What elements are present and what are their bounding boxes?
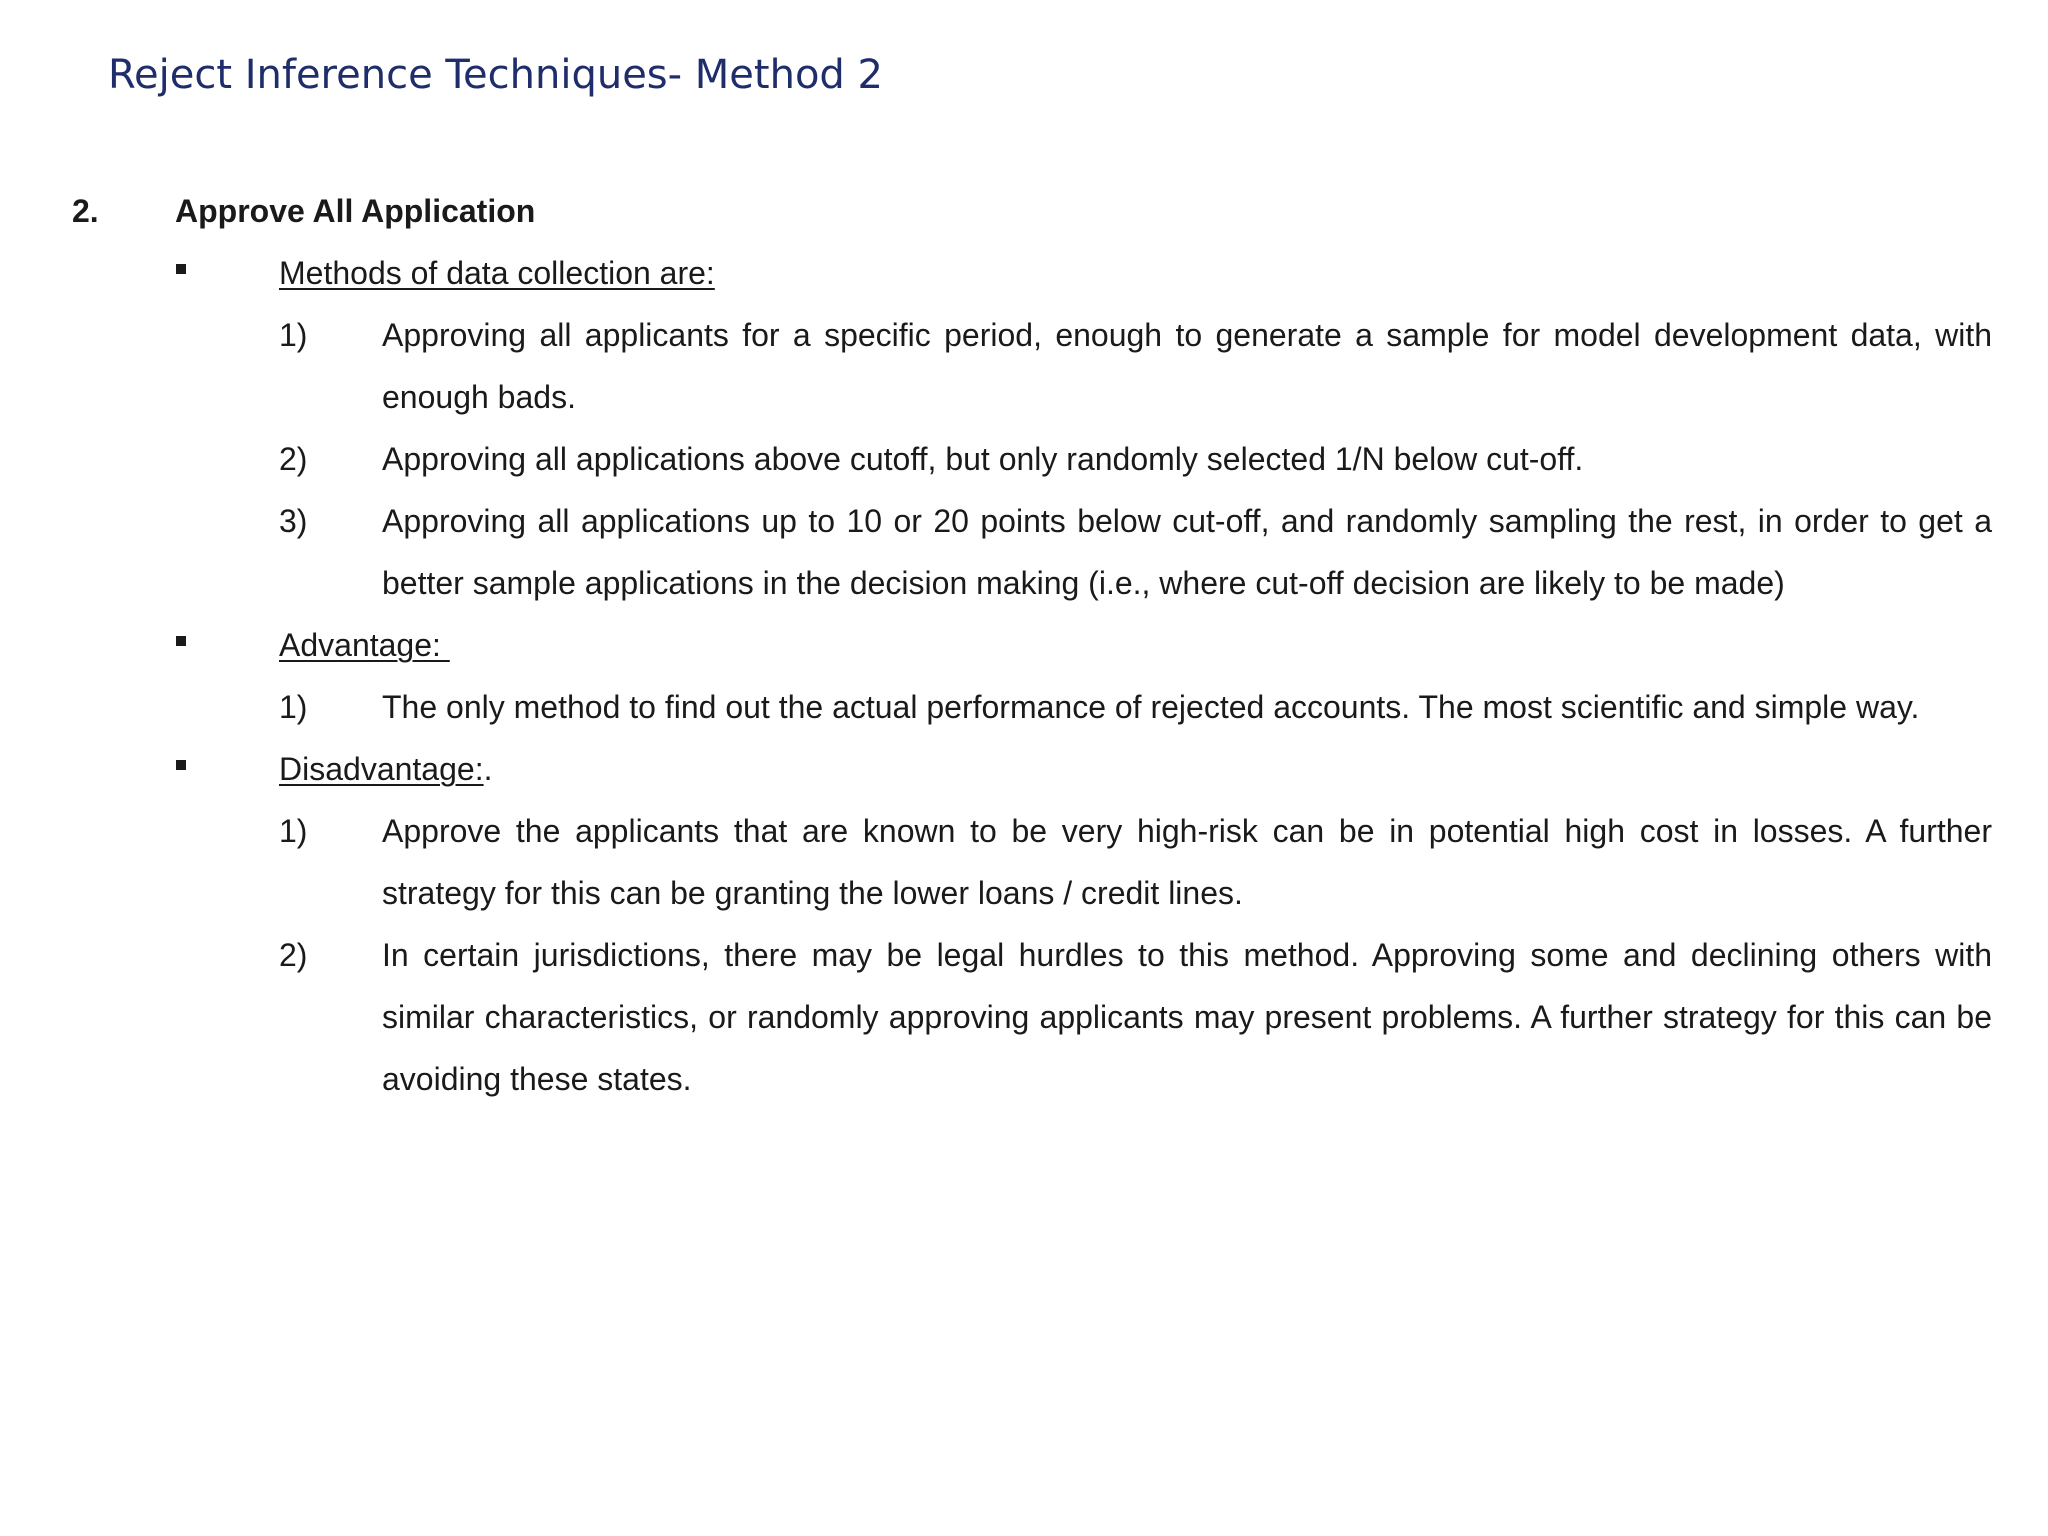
list-item-number: 2) — [279, 441, 308, 477]
list-item-text: Approving all applicants for a specific period, enough to generate a sample for model development data, with enough bads. — [382, 317, 1992, 415]
list-item-text: In certain jurisdictions, there may be legal hurdles to this method. Approving some and declining others with similar characteristics, or randomly approving applicants may present problems. A further strategy for this can be avoiding these states. — [382, 937, 1992, 1097]
bullet-disadvantage — [72, 738, 1992, 800]
list-item — [72, 800, 1992, 924]
list-item-text: Approving all applications up to 10 or 20 points below cut-off, and randomly sampling the rest, in order to get a better sample applications in the decision making (i.e., where cut-off decision are likely to be made) — [382, 503, 1992, 601]
bullet-label-methods: Methods of data collection are: — [279, 255, 715, 291]
list-item-text: Approving all applications above cutoff, but only randomly selected 1/N below cut-off. — [382, 441, 1584, 477]
list-item — [72, 490, 1992, 614]
list-item — [72, 924, 1992, 1110]
section-number: 2. — [72, 193, 99, 229]
slide-title: Reject Inference Techniques- Method 2 — [108, 52, 883, 98]
section-heading — [72, 180, 1992, 242]
list-item — [72, 428, 1992, 490]
slide-content — [72, 180, 1992, 1110]
square-bullet-icon — [176, 636, 186, 646]
list-item-number: 1) — [279, 813, 308, 849]
list-item-number: 1) — [279, 317, 308, 353]
square-bullet-icon — [176, 760, 186, 770]
list-item-number: 3) — [279, 503, 308, 539]
list-item-number: 2) — [279, 937, 308, 973]
bullet-methods — [72, 242, 1992, 304]
list-item-number: 1) — [279, 689, 308, 725]
list-item-text: Approve the applicants that are known to be very high-risk can be in potential high cost in losses. A further strategy for this can be granting the lower loans / credit lines. — [382, 813, 1992, 911]
list-item — [72, 304, 1992, 428]
bullet-label-advantage: Advantage: — [279, 627, 450, 663]
bullet-advantage — [72, 614, 1992, 676]
section-title: Approve All Application — [175, 193, 536, 229]
bullet-label-disadvantage: Disadvantage: — [279, 751, 484, 787]
bullet-label-trailing: . — [483, 751, 493, 787]
list-item — [72, 676, 1992, 738]
square-bullet-icon — [176, 264, 186, 274]
list-item-text: The only method to find out the actual performance of rejected accounts. The most scientific and simple way. — [382, 689, 1920, 725]
